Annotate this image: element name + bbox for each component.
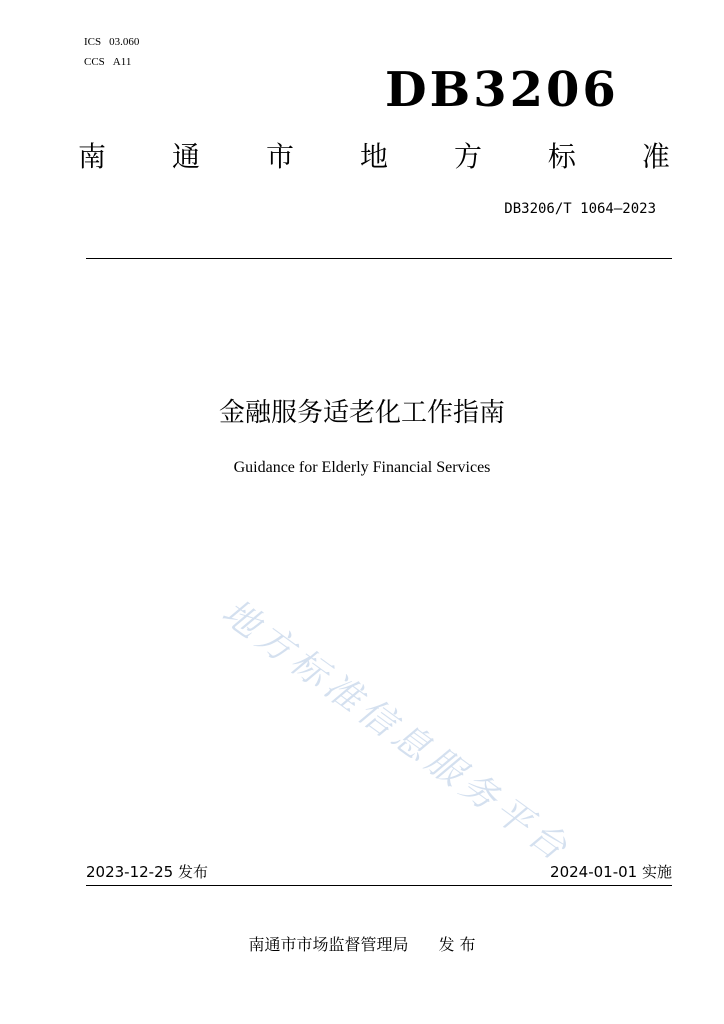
ics-value: 03.060 [109,36,140,48]
watermark: 地方标准信息服务平台 [214,591,579,872]
document-title-cn: 金融服务适老化工作指南 [218,398,505,428]
region-title-char: 准 [641,140,670,173]
ics-label: ICS [84,36,102,48]
ics-classification [84,36,139,49]
region-title-char: 标 [547,140,576,173]
region-standard-title [78,140,670,174]
region-title-char: 南 [78,140,107,173]
region-title-char: 地 [359,140,388,173]
issuer-line [0,934,724,956]
issue-date: 2023-12-25 发布 [86,863,208,881]
ccs-classification [84,56,131,69]
standard-code: DB3206/T 1064—2023 [504,201,656,217]
region-title-char: 市 [265,140,294,173]
implementation-date: 2024-01-01 实施 [550,863,672,881]
ccs-label: CCS [84,56,105,68]
region-title-char: 通 [171,140,200,173]
standard-prefix: DB3206 [385,62,619,118]
ccs-value: A11 [112,56,132,68]
document-title-en: Guidance for Elderly Financial Services [233,459,491,476]
issuer-name: 南通市市场监督管理局 [248,935,409,954]
region-title-char: 方 [453,140,482,173]
issuer-action: 发 布 [438,935,476,954]
top-divider [86,258,672,259]
bottom-divider [86,885,672,886]
